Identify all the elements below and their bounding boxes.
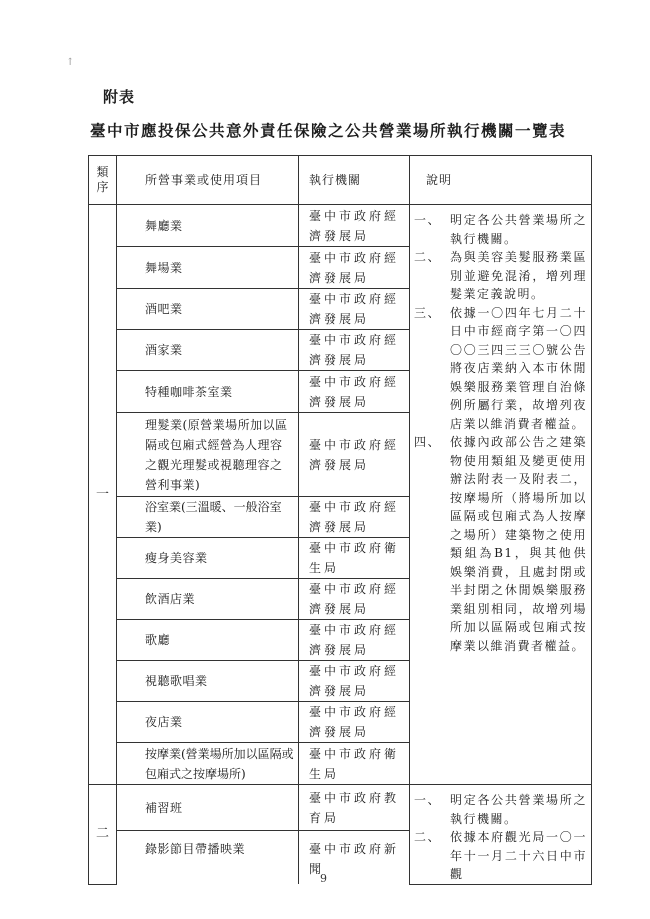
corner-mark: ↑ — [66, 57, 75, 68]
agency-cell: 臺中市政府經濟發展局 — [299, 413, 410, 497]
header-explanation: 說明 — [410, 156, 592, 205]
explanation-cell — [410, 205, 592, 785]
item-cell: 浴室業(三溫暖、一般浴室業) — [117, 497, 299, 538]
item-cell: 酒吧業 — [117, 289, 299, 330]
item-cell: 瘦身美容業 — [117, 538, 299, 579]
agency-cell: 臺中市政府經濟發展局 — [299, 371, 410, 413]
header-seq: 類序 — [89, 156, 117, 205]
header-agency: 執行機關 — [299, 156, 410, 205]
group-seq: 二 — [89, 785, 117, 885]
item-cell: 舞場業 — [117, 247, 299, 289]
header-item: 所營事業或使用項目 — [117, 156, 299, 205]
agency-cell: 臺中市政府經濟發展局 — [299, 330, 410, 371]
agency-cell: 臺中市政府新聞 — [299, 831, 410, 884]
item-cell: 錄影節目帶播映業 — [117, 831, 299, 884]
item-cell: 夜店業 — [117, 702, 299, 743]
agency-cell: 臺中市政府經濟發展局 — [299, 661, 410, 702]
explanation-cell — [410, 785, 592, 885]
agency-table — [88, 155, 592, 885]
item-cell: 按摩業(營業場所加以區隔或包廂式之按摩場所) — [117, 743, 299, 785]
note-item: 二、 為與美容美髮服務業區別並避免混淆，增列理髮業定義說明。 — [414, 250, 587, 301]
note-item: 一、 明定各公共營業場所之執行機關。 — [414, 793, 587, 826]
agency-cell: 臺中市政府經濟發展局 — [299, 247, 410, 289]
item-cell: 視聽歌唱業 — [117, 661, 299, 702]
item-cell: 舞廳業 — [117, 205, 299, 247]
note-item: 一、 明定各公共營業場所之執行機關。 — [414, 213, 587, 246]
note-item: 四、 依據內政部公告之建築物使用類組及變更使用辦法附表一及附表二，按摩場所（將場所加以區隔或包廂式為人按摩之場所）建築物之使用類組為B1，與其他供娛樂消費，且處封閉或半封閉之休閒娛樂服務業組別相同，故增列場所加以區隔或包廂式按摩業以維消費者權益。 — [414, 435, 587, 653]
group-seq: 一 — [89, 205, 117, 785]
agency-cell: 臺中市政府衛生局 — [299, 538, 410, 579]
agency-cell: 臺中市政府經濟發展局 — [299, 620, 410, 661]
document-title: 臺中市應投保公共意外責任保險之公共營業場所執行機關一覽表 — [90, 121, 567, 140]
agency-cell: 臺中市政府經濟發展局 — [299, 579, 410, 620]
table-row — [89, 205, 592, 247]
note-item: 三、 依據一〇四年七月二十日中市經商字第一〇四〇〇三四三三〇號公告將夜店業納入本市休閒娛樂服務業管理自治條例所屬行業，故增列夜店業以維消費者權益。 — [414, 305, 587, 431]
table-header-row — [89, 156, 592, 205]
item-cell: 理髮業(原營業場所加以區隔或包廂式經營為人理容之觀光理髮或視聽理容之營利事業) — [117, 413, 299, 497]
item-cell: 歌廳 — [117, 620, 299, 661]
item-cell: 酒家業 — [117, 330, 299, 371]
item-cell: 補習班 — [117, 785, 299, 831]
agency-cell: 臺中市政府經濟發展局 — [299, 289, 410, 330]
note-item: 二、 依據本府觀光局一〇一年十一月二十六日中市觀 — [414, 830, 587, 881]
agency-cell: 臺中市政府教育局 — [299, 785, 410, 831]
agency-cell: 臺中市政府衛生局 — [299, 743, 410, 785]
appendix-heading: 附表 — [103, 88, 136, 106]
item-cell: 特種咖啡茶室業 — [117, 371, 299, 413]
item-cell: 飲酒店業 — [117, 579, 299, 620]
agency-cell: 臺中市政府經濟發展局 — [299, 497, 410, 538]
agency-cell: 臺中市政府經濟發展局 — [299, 205, 410, 247]
page-number: 9 — [320, 872, 327, 885]
table-row — [89, 785, 592, 831]
agency-cell: 臺中市政府經濟發展局 — [299, 702, 410, 743]
